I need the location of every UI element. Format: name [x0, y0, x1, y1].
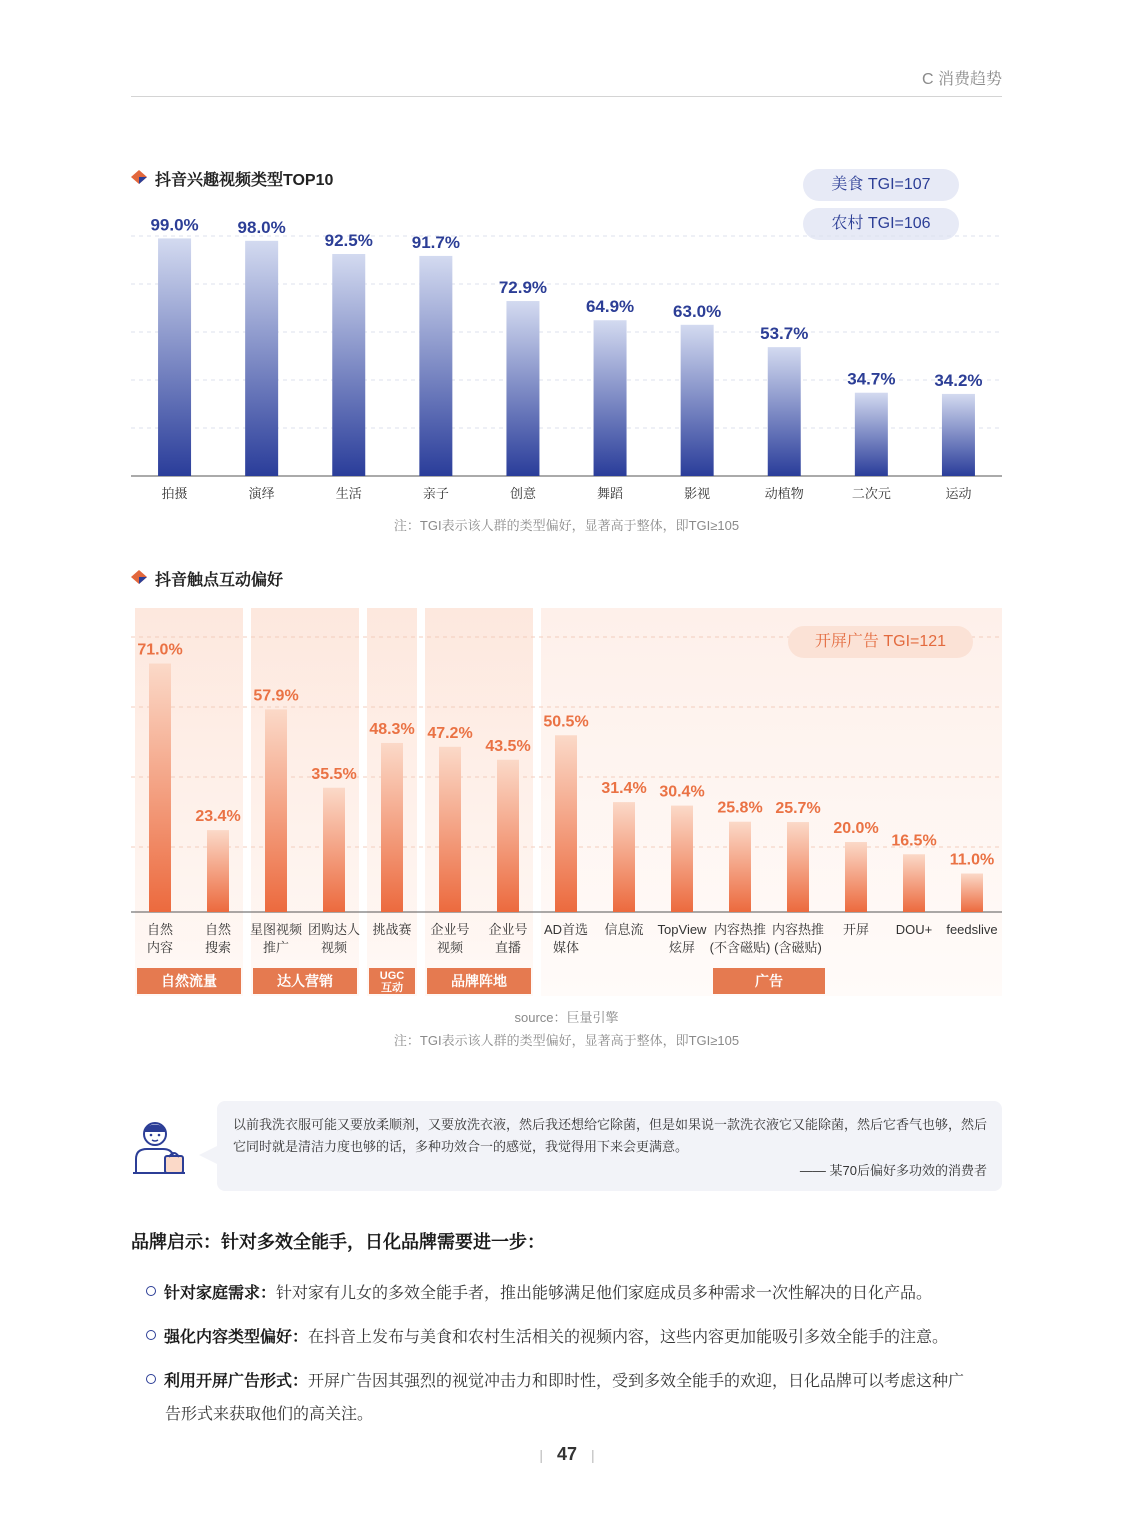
- category-label: (不含磁贴): [709, 940, 771, 955]
- quote-author: —— 某70后偏好多功效的消费者: [799, 1163, 987, 1178]
- data-label: 25.7%: [775, 800, 821, 818]
- category-label: 直播: [494, 940, 522, 955]
- group-tag-label: UGC: [379, 970, 405, 982]
- bar: [768, 347, 801, 476]
- bar: [555, 735, 577, 912]
- insight-item: [146, 1277, 1006, 1310]
- section-label: C 消费趋势: [921, 71, 1002, 88]
- data-label: 99.0%: [150, 215, 199, 235]
- data-label: 34.7%: [847, 369, 896, 389]
- insight-head: 针对家庭需求：: [164, 1285, 277, 1302]
- data-label: 50.5%: [543, 713, 589, 731]
- category-label: 炫屏: [668, 940, 696, 955]
- header-divider: [131, 96, 1002, 97]
- bar: [855, 393, 888, 476]
- bar: [207, 830, 229, 912]
- category-label: 拍摄: [161, 486, 188, 501]
- bar: [158, 238, 191, 476]
- circle-bullet-icon: [146, 1330, 156, 1340]
- circle-bullet-icon: [146, 1286, 156, 1296]
- touchpoint-bar-chart: [131, 608, 1002, 998]
- data-label: 92.5%: [324, 231, 373, 250]
- group-tag-label: 广告: [755, 973, 783, 989]
- category-label: 内容热推: [713, 922, 767, 937]
- category-label: 影视: [684, 486, 711, 501]
- page-number: | 47 |: [539, 1444, 595, 1464]
- data-label: 25.8%: [717, 799, 763, 817]
- category-label: 搜索: [204, 940, 232, 955]
- category-label: 二次元: [851, 486, 891, 501]
- data-label: 57.9%: [253, 687, 299, 705]
- bar: [845, 842, 867, 912]
- quote-bubble-tail: [199, 1146, 217, 1164]
- group-tag-label: 互动: [381, 982, 403, 994]
- category-label: 亲子: [422, 486, 449, 501]
- data-label: 23.4%: [195, 808, 241, 826]
- bar: [265, 709, 287, 912]
- category-label: 团购达人: [307, 922, 361, 937]
- data-label: 35.5%: [311, 765, 357, 783]
- tgi-badge-splash-ad: 开屏广告 TGI=121: [788, 626, 973, 658]
- bar: [942, 394, 975, 476]
- data-label: 20.0%: [833, 820, 879, 837]
- insight-body: 在抖音上发布与美食和农村生活相关的视频内容，这些内容更加能吸引多效全能手的注意。: [308, 1329, 949, 1346]
- data-label: 53.7%: [760, 324, 809, 344]
- section-marker-icon: [131, 170, 147, 184]
- data-label: 31.4%: [601, 780, 647, 798]
- chart2-note: 注：TGI表示该人群的类型偏好，显著高于整体，即TGI≥105: [393, 1033, 740, 1048]
- quote-text: 以前我洗衣服可能又要放柔顺剂，又要放洗衣液，然后我还想给它除菌，但是如果说一款洗衣液它又能除菌，然后它香气也够，然后它同时就是清洁力度也够的话，多种功效合一的感觉，我觉得用下来会更满意。: [233, 1117, 988, 1154]
- category-label: 企业号: [430, 922, 470, 937]
- group-panel: [541, 608, 1002, 996]
- category-label: (含磁贴): [774, 940, 822, 955]
- insight-head: 利用开屏广告形式：: [164, 1373, 309, 1390]
- category-label: 视频: [436, 940, 464, 955]
- chart1-note: 注：TGI表示该人群的类型偏好，显著高于整体，即TGI≥105: [393, 518, 740, 533]
- bar: [245, 241, 278, 476]
- bar: [787, 822, 809, 912]
- bar: [506, 301, 539, 476]
- category-label: 舞蹈: [597, 486, 624, 501]
- bar: [149, 664, 171, 913]
- group-tag-label: 自然流量: [161, 973, 217, 989]
- category-label: feedslive: [946, 922, 998, 937]
- data-label: 48.3%: [369, 720, 415, 738]
- bar: [323, 788, 345, 912]
- bar: [903, 854, 925, 912]
- bar: [961, 874, 983, 913]
- bar: [381, 743, 403, 912]
- group-tag-label: 品牌阵地: [451, 973, 507, 989]
- chart2-title: 抖音触点互动偏好: [155, 572, 284, 589]
- category-label: 媒体: [552, 940, 580, 955]
- category-label: 创意: [509, 486, 536, 501]
- bar: [332, 254, 365, 476]
- data-label: 64.9%: [585, 297, 635, 317]
- circle-bullet-icon: [146, 1374, 156, 1384]
- bar: [594, 320, 627, 476]
- category-label: 内容: [146, 940, 174, 955]
- data-label: 91.7%: [411, 232, 460, 252]
- insight-item: [146, 1365, 1006, 1431]
- category-label: TopView: [657, 922, 707, 937]
- category-label: 视频: [320, 940, 348, 955]
- data-label: 72.9%: [498, 278, 548, 298]
- section-marker-icon: [131, 570, 147, 584]
- category-label: 生活: [335, 486, 362, 501]
- bar: [419, 256, 452, 476]
- insight-body: 针对家有儿女的多效全能手者，推出能够满足他们家庭成员多种需求一次性解决的日化产品。: [276, 1285, 933, 1302]
- category-label: 挑战赛: [372, 922, 412, 937]
- bar: [497, 760, 519, 912]
- data-label: 16.5%: [891, 832, 937, 850]
- data-label: 47.2%: [427, 724, 473, 742]
- data-label: 43.5%: [485, 737, 531, 755]
- data-label: 98.0%: [237, 217, 286, 237]
- chart1-title: 抖音兴趣视频类型TOP10: [155, 172, 334, 189]
- bar: [729, 822, 751, 912]
- category-label: AD首选: [543, 922, 589, 937]
- insight-head: 强化内容类型偏好：: [164, 1329, 309, 1346]
- category-label: 自然: [146, 922, 174, 937]
- insight-item: [146, 1321, 1006, 1354]
- category-label: 动植物: [764, 486, 804, 501]
- insight-title: 品牌启示：针对多效全能手，日化品牌需要进一步：: [131, 1232, 545, 1252]
- category-label: DOU+: [895, 922, 933, 937]
- category-label: 信息流: [604, 922, 644, 937]
- video-type-bar-chart: [131, 200, 1002, 510]
- category-label: 演绎: [248, 486, 275, 501]
- data-label: 71.0%: [137, 641, 183, 659]
- insight-body-continued: 告形式来获取他们的高关注。: [165, 1406, 374, 1423]
- category-label: 星图视频: [249, 922, 303, 937]
- category-label: 自然: [204, 922, 232, 937]
- bar: [613, 802, 635, 912]
- tgi-badge-rural: 农村 TGI=106: [803, 208, 959, 240]
- tgi-badge-food: 美食 TGI=107: [803, 169, 959, 201]
- data-label: 11.0%: [949, 851, 995, 869]
- bar: [681, 325, 714, 476]
- person-shopping-icon: [131, 1117, 187, 1177]
- category-label: 企业号: [488, 922, 528, 937]
- data-label: 30.4%: [659, 783, 705, 801]
- category-label: 内容热推: [771, 922, 825, 937]
- bar: [671, 806, 693, 912]
- group-tag-label: 达人营销: [277, 973, 333, 989]
- page-number-value: 47: [556, 1444, 578, 1464]
- chart2-source: source：巨量引擎: [514, 1010, 619, 1025]
- data-label: 34.2%: [934, 370, 983, 390]
- category-label: 推广: [262, 940, 290, 955]
- category-label: 开屏: [842, 922, 870, 937]
- category-label: 运动: [945, 486, 972, 501]
- bar: [439, 747, 461, 912]
- data-label: 63.0%: [673, 301, 722, 321]
- insight-body: 开屏广告因其强烈的视觉冲击力和即时性，受到多效全能手的欢迎，日化品牌可以考虑这种广: [308, 1373, 965, 1390]
